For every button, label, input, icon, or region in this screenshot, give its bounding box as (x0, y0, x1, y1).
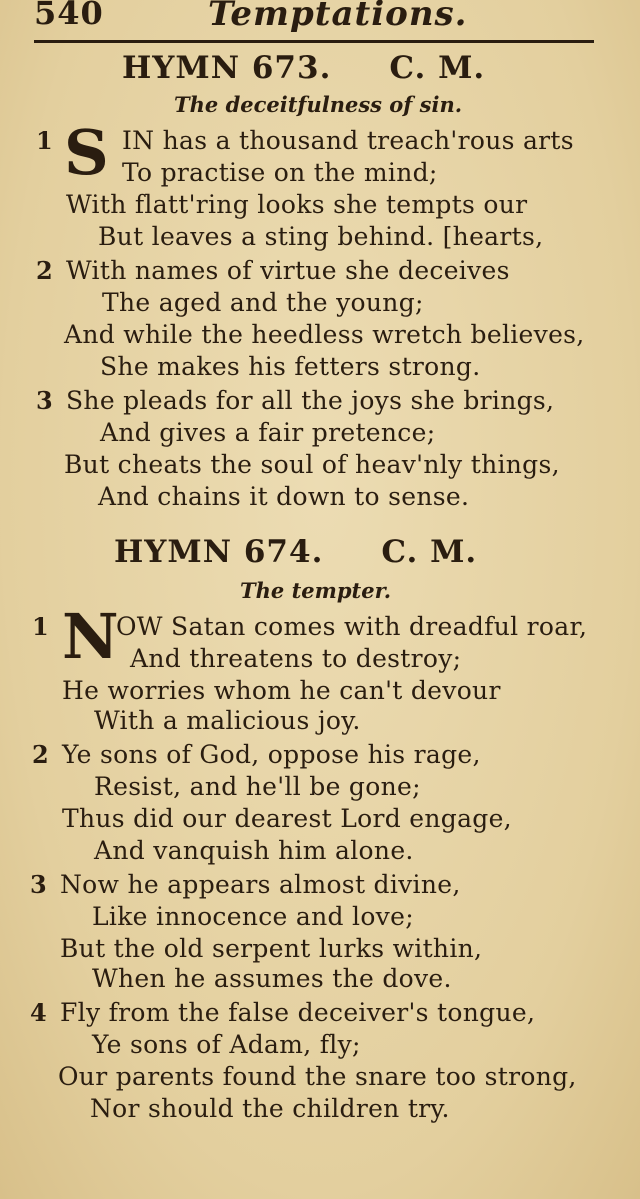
verse-line: And chains it down to sense. (98, 482, 470, 511)
verse-line: He worries whom he can't devour (62, 676, 501, 705)
verse-line: But cheats the soul of heav'nly things, (64, 450, 560, 479)
verse-line: Resist, and he'll be gone; (94, 772, 421, 801)
verse-line: And gives a fair pretence; (100, 418, 436, 447)
verse-line: But the old serpent lurks within, (60, 934, 483, 963)
verse-line: IN has a thousand treach'rous arts (122, 126, 574, 155)
verse-line: To practise on the mind; (122, 158, 438, 187)
hymn-number: HYMN 673. (122, 50, 332, 86)
verse-line: Ye sons of God, oppose his rage, (62, 740, 481, 769)
verse-line: Ye sons of Adam, fly; (92, 1030, 361, 1059)
page-header (30, 0, 610, 40)
page-number: 540 (34, 0, 104, 32)
verse-line: With a malicious joy. (94, 706, 361, 735)
hymn-title (122, 50, 485, 86)
verse-line: And threatens to destroy; (130, 644, 462, 673)
running-head: Temptations. (208, 0, 468, 34)
verse-line: And vanquish him alone. (94, 836, 414, 865)
verse-line: Fly from the false deceiver's tongue, (60, 998, 536, 1027)
verse-line: Like innocence and love; (92, 902, 414, 931)
verse-number: 1 (36, 126, 53, 155)
hymn-subtitle: The deceitfulness of sin. (174, 92, 463, 117)
verse-line: Our parents found the snare too strong, (58, 1062, 577, 1091)
verse-line: When he assumes the dove. (92, 964, 452, 993)
verse-line: And while the heedless wretch believes, (64, 320, 585, 349)
hymn-title (114, 534, 477, 570)
verse-number: 3 (30, 870, 47, 899)
verse-line: She pleads for all the joys she brings, (66, 386, 555, 415)
hymn-number: HYMN 674. (114, 534, 324, 570)
hymn-subtitle: The tempter. (240, 578, 392, 603)
verse-line: Thus did our dearest Lord engage, (62, 804, 512, 833)
verse-number: 2 (36, 256, 53, 285)
header-rule (34, 40, 594, 43)
verse-line: The aged and the young; (102, 288, 424, 317)
verse-line: She makes his fetters strong. (100, 352, 481, 381)
verse-number: 1 (32, 612, 49, 641)
verse-line: But leaves a sting behind. [hearts, (98, 222, 544, 251)
drop-cap: N (62, 600, 119, 673)
hymn-meter: C. M. (381, 534, 478, 570)
verse-line: With flatt'ring looks she tempts our (66, 190, 528, 219)
verse-number: 4 (30, 998, 47, 1027)
verse-line: Nor should the children try. (90, 1094, 450, 1123)
verse-number: 3 (36, 386, 53, 415)
verse-line: With names of virtue she deceives (66, 256, 510, 285)
drop-cap: S (64, 116, 109, 189)
verse-number: 2 (32, 740, 49, 769)
verse-line: Now he appears almost divine, (60, 870, 461, 899)
verse-line: OW Satan comes with dreadful roar, (116, 612, 588, 641)
hymn-meter: C. M. (389, 50, 486, 86)
